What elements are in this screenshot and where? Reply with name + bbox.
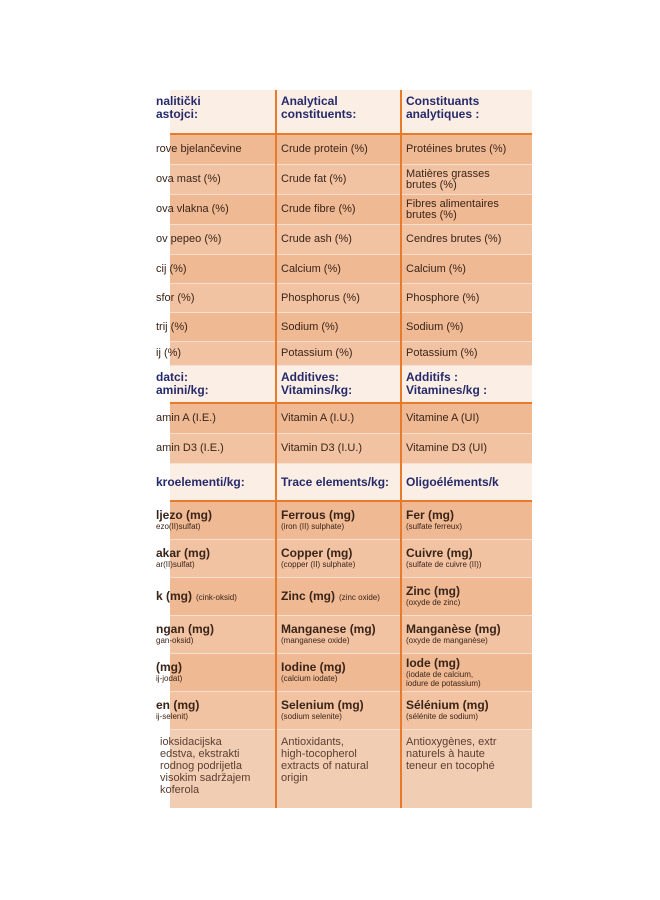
- column-divider: [275, 90, 277, 808]
- row-vitamin-a: Vitamine A (UI): [402, 404, 532, 434]
- antioxidants-note: Antioxidants, high-tocopherol extracts of natural origin: [277, 730, 400, 808]
- row-copper: akar (mg) ar(II)sulfat): [170, 540, 275, 578]
- row-vitamin-a: amin A (I.E.): [170, 404, 275, 434]
- row-crude-ash: Cendres brutes (%): [402, 225, 532, 255]
- row-vitamin-d3: Vitamin D3 (I.U.): [277, 434, 400, 464]
- header-trace-elements: Trace elements/kg:: [277, 464, 400, 502]
- row-manganese: Manganese (mg) (manganese oxide): [277, 616, 400, 654]
- row-selenium: Selenium (mg) (sodium selenite): [277, 692, 400, 730]
- row-calcium: Calcium (%): [402, 255, 532, 284]
- row-phosphorus: Phosphore (%): [402, 284, 532, 313]
- row-zinc: k (mg) (cink-oksid): [170, 578, 275, 616]
- row-crude-ash: Crude ash (%): [277, 225, 400, 255]
- row-iodine: Iode (mg) (iodate de calcium, iodure de potassium): [402, 654, 532, 692]
- row-copper: Cuivre (mg) (sulfate de cuivre (II)): [402, 540, 532, 578]
- row-crude-protein: Protéines brutes (%): [402, 135, 532, 165]
- row-calcium: Calcium (%): [277, 255, 400, 284]
- row-zinc: Zinc (mg) (oxyde de zinc): [402, 578, 532, 616]
- row-ferrous: ljezo (mg) ezo(II)sulfat): [170, 502, 275, 540]
- header-additives-vitamins: Additifs : Vitamines/kg :: [402, 366, 532, 404]
- header-additives-vitamins: datci: amini/kg:: [170, 366, 275, 404]
- row-sodium: Sodium (%): [402, 313, 532, 342]
- row-sodium: Sodium (%): [277, 313, 400, 342]
- row-ferrous: Ferrous (mg) (iron (II) sulphate): [277, 502, 400, 540]
- row-zinc: Zinc (mg) (zinc oxide): [277, 578, 400, 616]
- row-crude-fat: Crude fat (%): [277, 165, 400, 195]
- header-trace-elements: kroelementi/kg:: [170, 464, 275, 502]
- row-manganese: Manganèse (mg) (oxyde de manganèse): [402, 616, 532, 654]
- row-crude-fat: ova mast (%): [170, 165, 275, 195]
- row-vitamin-d3: amin D3 (I.E.): [170, 434, 275, 464]
- row-crude-fibre: ova vlakna (%): [170, 195, 275, 225]
- row-potassium: ij (%): [170, 342, 275, 366]
- row-copper: Copper (mg) (copper (II) sulphate): [277, 540, 400, 578]
- row-manganese: ngan (mg) gan-oksid): [170, 616, 275, 654]
- row-phosphorus: sfor (%): [170, 284, 275, 313]
- header-analytical-constituents: nalitički astojci:: [170, 90, 275, 135]
- column-french: [402, 90, 532, 808]
- feed-label-table: [156, 90, 507, 808]
- column-croatian: [156, 90, 275, 808]
- header-analytical-constituents: Analytical constituents:: [277, 90, 400, 135]
- row-crude-fat: Matières grasses brutes (%): [402, 165, 532, 195]
- header-trace-elements: Oligoéléments/k: [402, 464, 532, 502]
- column-divider: [400, 90, 402, 808]
- row-iodine: Iodine (mg) (calcium iodate): [277, 654, 400, 692]
- antioxidants-note: Antioxygènes, extr naturels à haute teneur en tocophé: [402, 730, 532, 808]
- row-iodine: (mg) ij-jodat): [170, 654, 275, 692]
- header-analytical-constituents: Constituants analytiques :: [402, 90, 532, 135]
- row-crude-fibre: Crude fibre (%): [277, 195, 400, 225]
- row-ferrous: Fer (mg) (sulfate ferreux): [402, 502, 532, 540]
- row-vitamin-d3: Vitamine D3 (UI): [402, 434, 532, 464]
- row-calcium: cij (%): [170, 255, 275, 284]
- column-english: [277, 90, 400, 808]
- row-crude-fibre: Fibres alimentaires brutes (%): [402, 195, 532, 225]
- row-crude-protein: Crude protein (%): [277, 135, 400, 165]
- row-potassium: Potassium (%): [277, 342, 400, 366]
- row-sodium: trij (%): [170, 313, 275, 342]
- row-potassium: Potassium (%): [402, 342, 532, 366]
- header-additives-vitamins: Additives: Vitamins/kg:: [277, 366, 400, 404]
- antioxidants-note: ioksidacijska edstva, ekstrakti rodnog podrijetla visokim sadržajem koferola: [170, 730, 275, 808]
- row-crude-protein: rove bjelančevine: [170, 135, 275, 165]
- row-vitamin-a: Vitamin A (I.U.): [277, 404, 400, 434]
- row-selenium: Sélénium (mg) (sélénite de sodium): [402, 692, 532, 730]
- row-crude-ash: ov pepeo (%): [170, 225, 275, 255]
- row-phosphorus: Phosphorus (%): [277, 284, 400, 313]
- row-selenium: en (mg) ij-selenit): [170, 692, 275, 730]
